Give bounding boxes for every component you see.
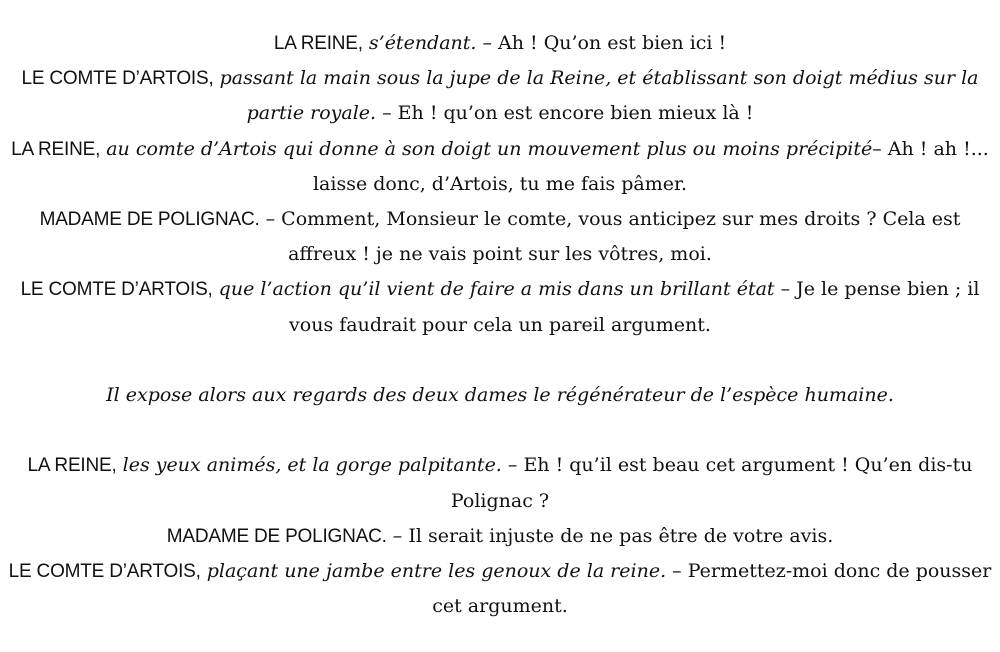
spoken-line: – Permettez-moi donc de pousser cet argument. — [432, 560, 992, 618]
spoken-line: – Comment, Monsieur le comte, vous anticipez sur mes droits ? Cela est affreux ! je ne vais point sur les vôtres, moi. — [259, 208, 961, 266]
stage-direction: plaçant une jambe entre les genoux de la reine. — [200, 560, 667, 583]
stage-direction: les yeux animés, et la gorge palpitante. — [116, 454, 502, 477]
spoken-line: – Ah ! Qu’on est bien ici ! — [476, 32, 727, 54]
spoken-line: – Eh ! qu’il est beau cet argument ! Qu’en dis-tu Polignac ? — [450, 454, 973, 512]
blank-line — [8, 343, 992, 378]
speech-paragraph — [8, 26, 992, 61]
spoken-line: – Ah ! ah !... laisse donc, d’Artois, tu me fais pâmer. — [312, 137, 989, 195]
stage-direction: passant la main sous la jupe de la Reine, et établissant son doigt médius sur la partie royale. — [213, 67, 979, 125]
speaker-name: MADAME DE POLIGNAC. — [166, 525, 387, 547]
spoken-line: – Eh ! qu’on est encore bien mieux là ! — [376, 102, 754, 125]
spoken-line: – Je le pense bien ; il vous faudrait pour cela un pareil argument. — [289, 278, 980, 336]
speech-paragraph — [8, 272, 992, 342]
speech-paragraph — [8, 132, 992, 202]
speaker-name: LE COMTE D’ARTOIS, — [21, 68, 214, 90]
stage-direction: au comte d’Artois qui donne à son doigt un mouvement plus ou moins précipité — [100, 137, 873, 160]
stage-direction-paragraph: Il expose alors aux regards des deux dames le régénérateur de l’espèce humaine. — [106, 384, 894, 407]
play-text — [0, 26, 1000, 624]
speech-paragraph — [8, 61, 992, 131]
speaker-name: LA REINE, — [273, 33, 363, 54]
blank-line — [8, 413, 992, 448]
speaker-name: MADAME DE POLIGNAC. — [39, 209, 260, 231]
spoken-line: – Il serait injuste de ne pas être de votre avis. — [386, 524, 834, 547]
speaker-name: LE COMTE D’ARTOIS, — [8, 561, 201, 583]
speech-paragraph — [8, 554, 992, 624]
speaker-name: LE COMTE D’ARTOIS, — [20, 279, 213, 301]
stage-direction: que l’action qu’il vient de faire a mis dans un brillant état — [212, 278, 775, 301]
speech-paragraph — [8, 448, 992, 518]
speaker-name: LA REINE, — [27, 455, 117, 477]
speech-paragraph — [8, 202, 992, 272]
speech-paragraph — [8, 519, 992, 554]
speaker-name: LA REINE, — [11, 138, 101, 160]
stage-direction: s’étendant. — [362, 32, 477, 54]
